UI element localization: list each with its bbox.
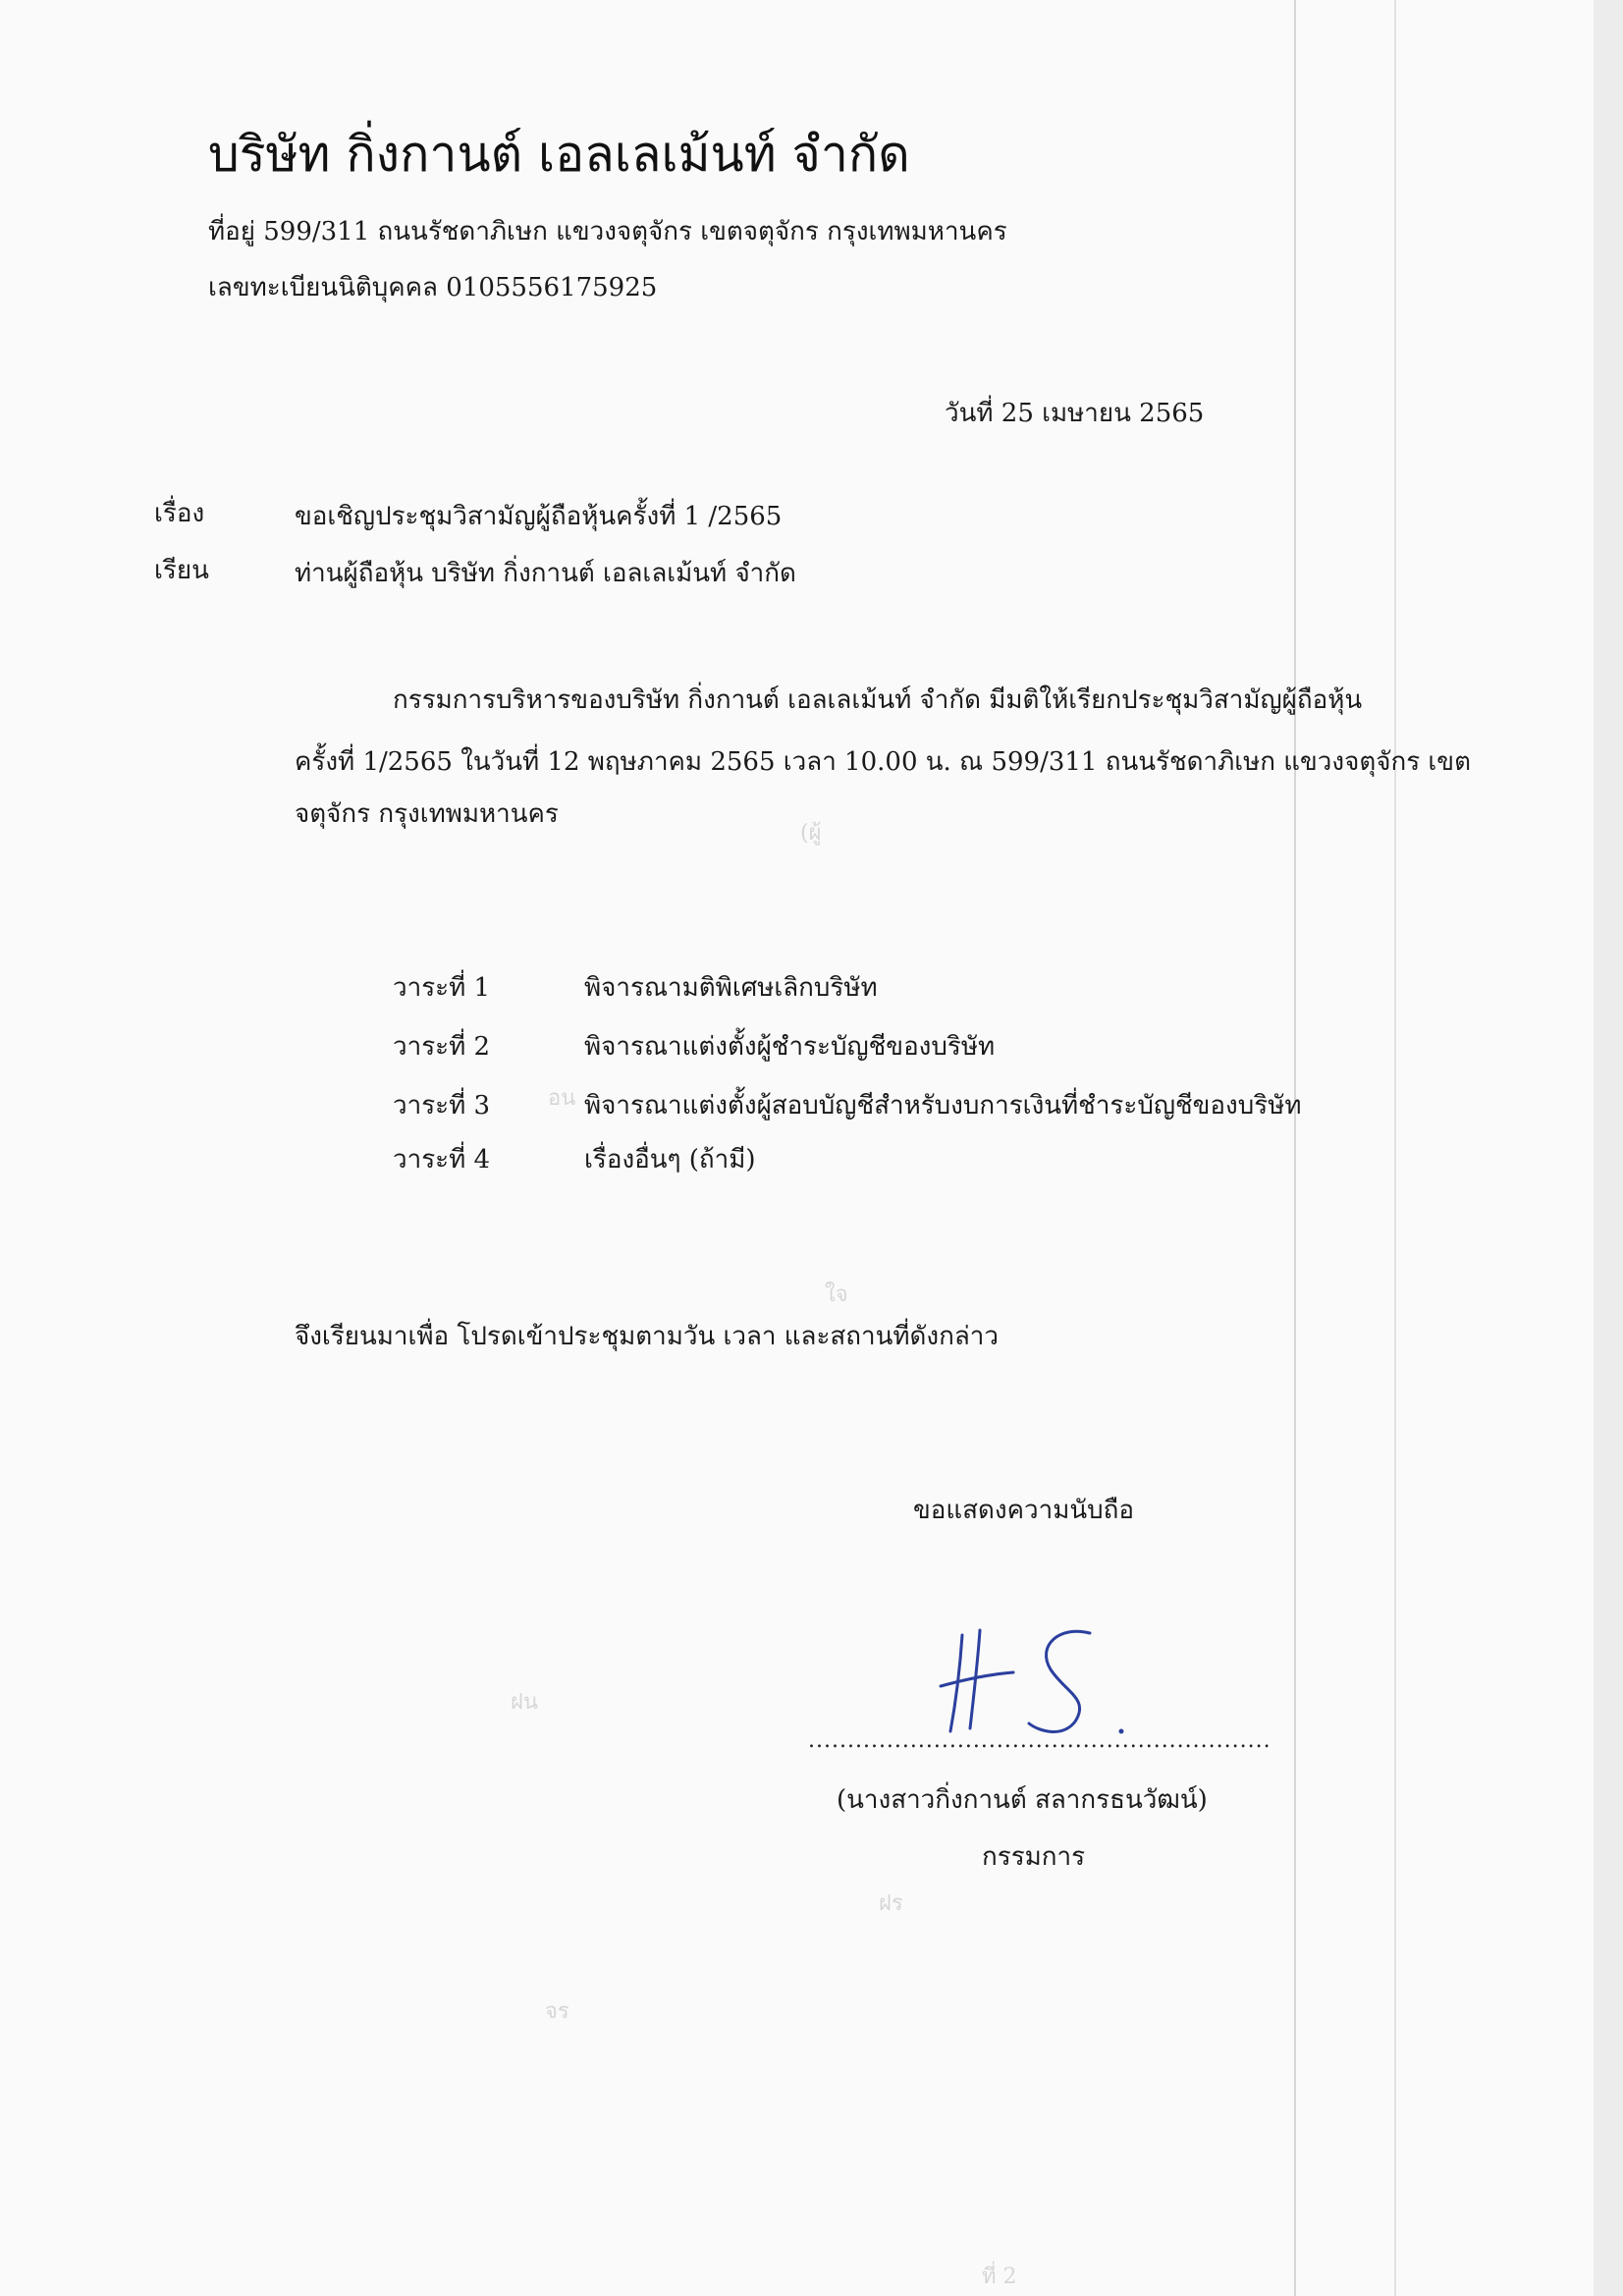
show-through-mark: (ผู้ [800, 821, 822, 846]
scan-line [1394, 0, 1396, 2296]
agenda-label: วาระที่ 3 [393, 1091, 491, 1121]
body-line: ครั้งที่ 1/2565 ในวันที่ 12 พฤษภาคม 2565 เวลา 10.00 น. ณ 599/311 ถนนรัชดาภิเษก แขวงจตุจักร เขต [295, 747, 1471, 777]
show-through-mark: ฝน [511, 1690, 538, 1715]
agenda-label: วาระที่ 2 [393, 1032, 491, 1062]
recipient-text: ท่านผู้ถือหุ้น บริษัท กิ่งกานต์ เอลเลเม้นท์ จำกัด [295, 559, 796, 588]
registration-number: เลขทะเบียนนิติบุคคล 0105556175925 [208, 273, 658, 302]
show-through-mark: จร [545, 1999, 569, 2024]
subject-text: ขอเชิญประชุมวิสามัญผู้ถือหุ้นครั้งที่ 1 /2565 [295, 502, 783, 531]
recipient-label: เรียน [154, 556, 209, 585]
body-line: กรรมการบริหารของบริษัท กิ่งกานต์ เอลเลเม้นท์ จำกัด มีมติให้เรียกประชุมวิสามัญผู้ถือหุ้น [393, 685, 1363, 715]
salutation: ขอแสดงความนับถือ [913, 1496, 1134, 1525]
show-through-mark: อน [548, 1086, 576, 1111]
company-address: ที่อยู่ 599/311 ถนนรัชดาภิเษก แขวงจตุจักร เขตจตุจักร กรุงเทพมหานคร [208, 217, 1007, 246]
company-name: บริษัท กิ่งกานต์ เอลเลเม้นท์ จำกัด [208, 126, 910, 183]
agenda-text: พิจารณาแต่งตั้งผู้ชำระบัญชีของบริษัท [584, 1032, 996, 1062]
handwritten-signature [933, 1615, 1149, 1743]
show-through-mark: ฝร [879, 1891, 903, 1916]
signatory-name: (นางสาวกิ่งกานต์ สลากรธนวัฒน์) [837, 1785, 1208, 1815]
closing-statement: จึงเรียนมาเพื่อ โปรดเข้าประชุมตามวัน เวลา และสถานที่ดังกล่าว [295, 1322, 1000, 1351]
subject-label: เรื่อง [154, 499, 205, 528]
letter-date: วันที่ 25 เมษายน 2565 [945, 399, 1205, 428]
body-line: จตุจักร กรุงเทพมหานคร [295, 799, 559, 829]
agenda-text: พิจารณามติพิเศษเลิกบริษัท [584, 973, 878, 1003]
scan-line [1294, 0, 1296, 2296]
signatory-title: กรรมการ [982, 1842, 1086, 1872]
scan-edge [1594, 0, 1623, 2296]
show-through-mark: ที่ 2 [982, 2265, 1017, 2289]
show-through-mark: ใจ [825, 1283, 848, 1307]
agenda-text: พิจารณาแต่งตั้งผู้สอบบัญชีสำหรับงบการเงินที่ชำระบัญชีของบริษัท [584, 1091, 1302, 1121]
agenda-text: เรื่องอื่นๆ (ถ้ามี) [584, 1145, 756, 1175]
signature-line: ........................................................... [808, 1728, 1271, 1753]
agenda-label: วาระที่ 4 [393, 1145, 491, 1175]
agenda-label: วาระที่ 1 [393, 973, 491, 1003]
